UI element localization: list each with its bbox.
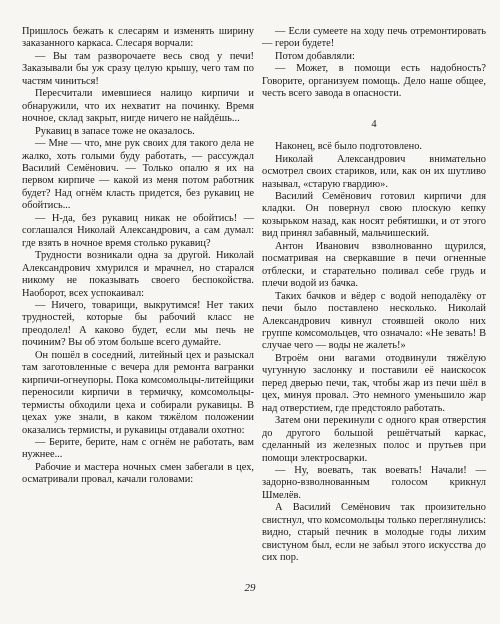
paragraph: — Ну, воевать, так воевать! Начали! — задорно-взволнованным голосом крикнул Шмелёв.	[262, 464, 486, 501]
paragraph: Василий Семёнович готовил кирпичи для кладки. Он повернул свою плоскую кепку козырьком назад, как носят ребятишки, и от этого вид принял забавный, мальчишеский.	[262, 190, 486, 240]
section-number: 4	[371, 118, 377, 130]
paragraph: Рабочие и мастера ночных смен забегали в цех, осматривали провал, качали головами:	[22, 461, 254, 486]
paragraph: — Берите, берите, нам с огнём не работать, вам нужнее...	[22, 436, 254, 461]
paragraph: Трудности возникали одна за другой. Николай Александрович хмурился и мрачнел, но старался никому не показывать своего беспокойства. Наоборот, всех успокаивал:	[22, 250, 254, 299]
paragraph: Наконец, всё было подготовлено.	[275, 141, 422, 153]
paragraph: Таких бачков и вёдер с водой неподалёку от печи было поставлено несколько. Николай Александрович кивнул стоявшей около них группе комсомольцев, что означало: «Не зевать! В случае чего — воды не жалеть!»	[262, 290, 486, 352]
paragraph: — Ничего, товарищи, выкрутимся! Нет таких трудностей, которые бы рабочий класс не преодолел! А каково будет, если мы печь не починим? Вы об этом больше всего думайте.	[22, 299, 254, 349]
paragraph: Затем они перекинули с одного края отверстия до другого большой решётчатый каркас, сделанный из железных полос и прутьев при помощи электросварки.	[262, 415, 486, 464]
paragraph: Рукавиц в запасе тоже не оказалось.	[35, 125, 195, 137]
right-column	[262, 26, 486, 565]
paragraph: — Вы там разворочаете весь свод у печи! Заказывали бы уж сразу целую крышу, чего там по частям чиниться!	[22, 50, 254, 87]
paragraph: Николай Александрович внимательно осмотрел своих стариков, или, как он их шутливо называл, «старую гвардию».	[262, 153, 486, 190]
page-number: 29	[244, 582, 256, 594]
paragraph: Пришлось бежать к слесарям и изменять ширину заказанного каркаса. Слесаря ворчали:	[22, 26, 254, 50]
paragraph: — Если сумеете на ходу печь отремонтировать — герои будете!	[262, 26, 486, 50]
paragraph: — Н-да, без рукавиц никак не обойтись! — соглашался Николай Александрович, а сам думал: где взять в ночное время столько рукавиц?	[22, 212, 254, 249]
left-column	[22, 26, 254, 487]
paragraph: — Мне — что, мне рук своих для такого дела не жалко, хоть голыми буду работать, — рассуждал Василий Семёнович. — Только опалю я их на первом кирпиче — какой из меня потом работник будет? Над огнём класть придется, без рукавиц не обойтись...	[22, 138, 254, 212]
paragraph: Он пошёл в соседний, литейный цех и разыскал там заготовленные с вечера для ремонта вагранки кирпичи-огнеупоры. Пока комсомольцы-литейщики переносили кирпичи в термичку, комсомольцы-термисты обходили цеха и собирали рукавицы. В цехах уже знали, в каком тяжёлом положении оказались термисты, и рукавицы отдавали охотно:	[22, 349, 254, 436]
paragraph: Втроём они вагами отодвинули тяжёлую чугунную заслонку и поставили её наискосок перед дверью печи, так, чтобы жар из печи шёл в цех, минуя провал. Это немного уменьшило жар над отверстием, где предстояло работать.	[262, 352, 486, 414]
paragraph: — Может, в помощи есть надобность? Говорите, организуем помощь. Дело наше общее, честь всего завода в опасности.	[262, 63, 486, 100]
paragraph: Потом добавляли:	[275, 50, 355, 62]
paragraph: Антон Иванович взволнованно щурился, посматривая на сверкавшие в печи огненные отблески, и старательно поливал себе грудь и плечи водой из бачка.	[262, 240, 486, 290]
paragraph: А Василий Семёнович так произительно свистнул, что комсомольцы только переглянулись: видно, старый печник в молодые годы лихим свистуном был, если не забыл этого искусства до сих пор.	[262, 502, 486, 564]
paragraph: Пересчитали имевшиеся налицо кирпичи и обнаружили, что их нехватит на починку. Время ночное, склад закрыт, нигде ничего не найдёшь...	[22, 88, 254, 125]
